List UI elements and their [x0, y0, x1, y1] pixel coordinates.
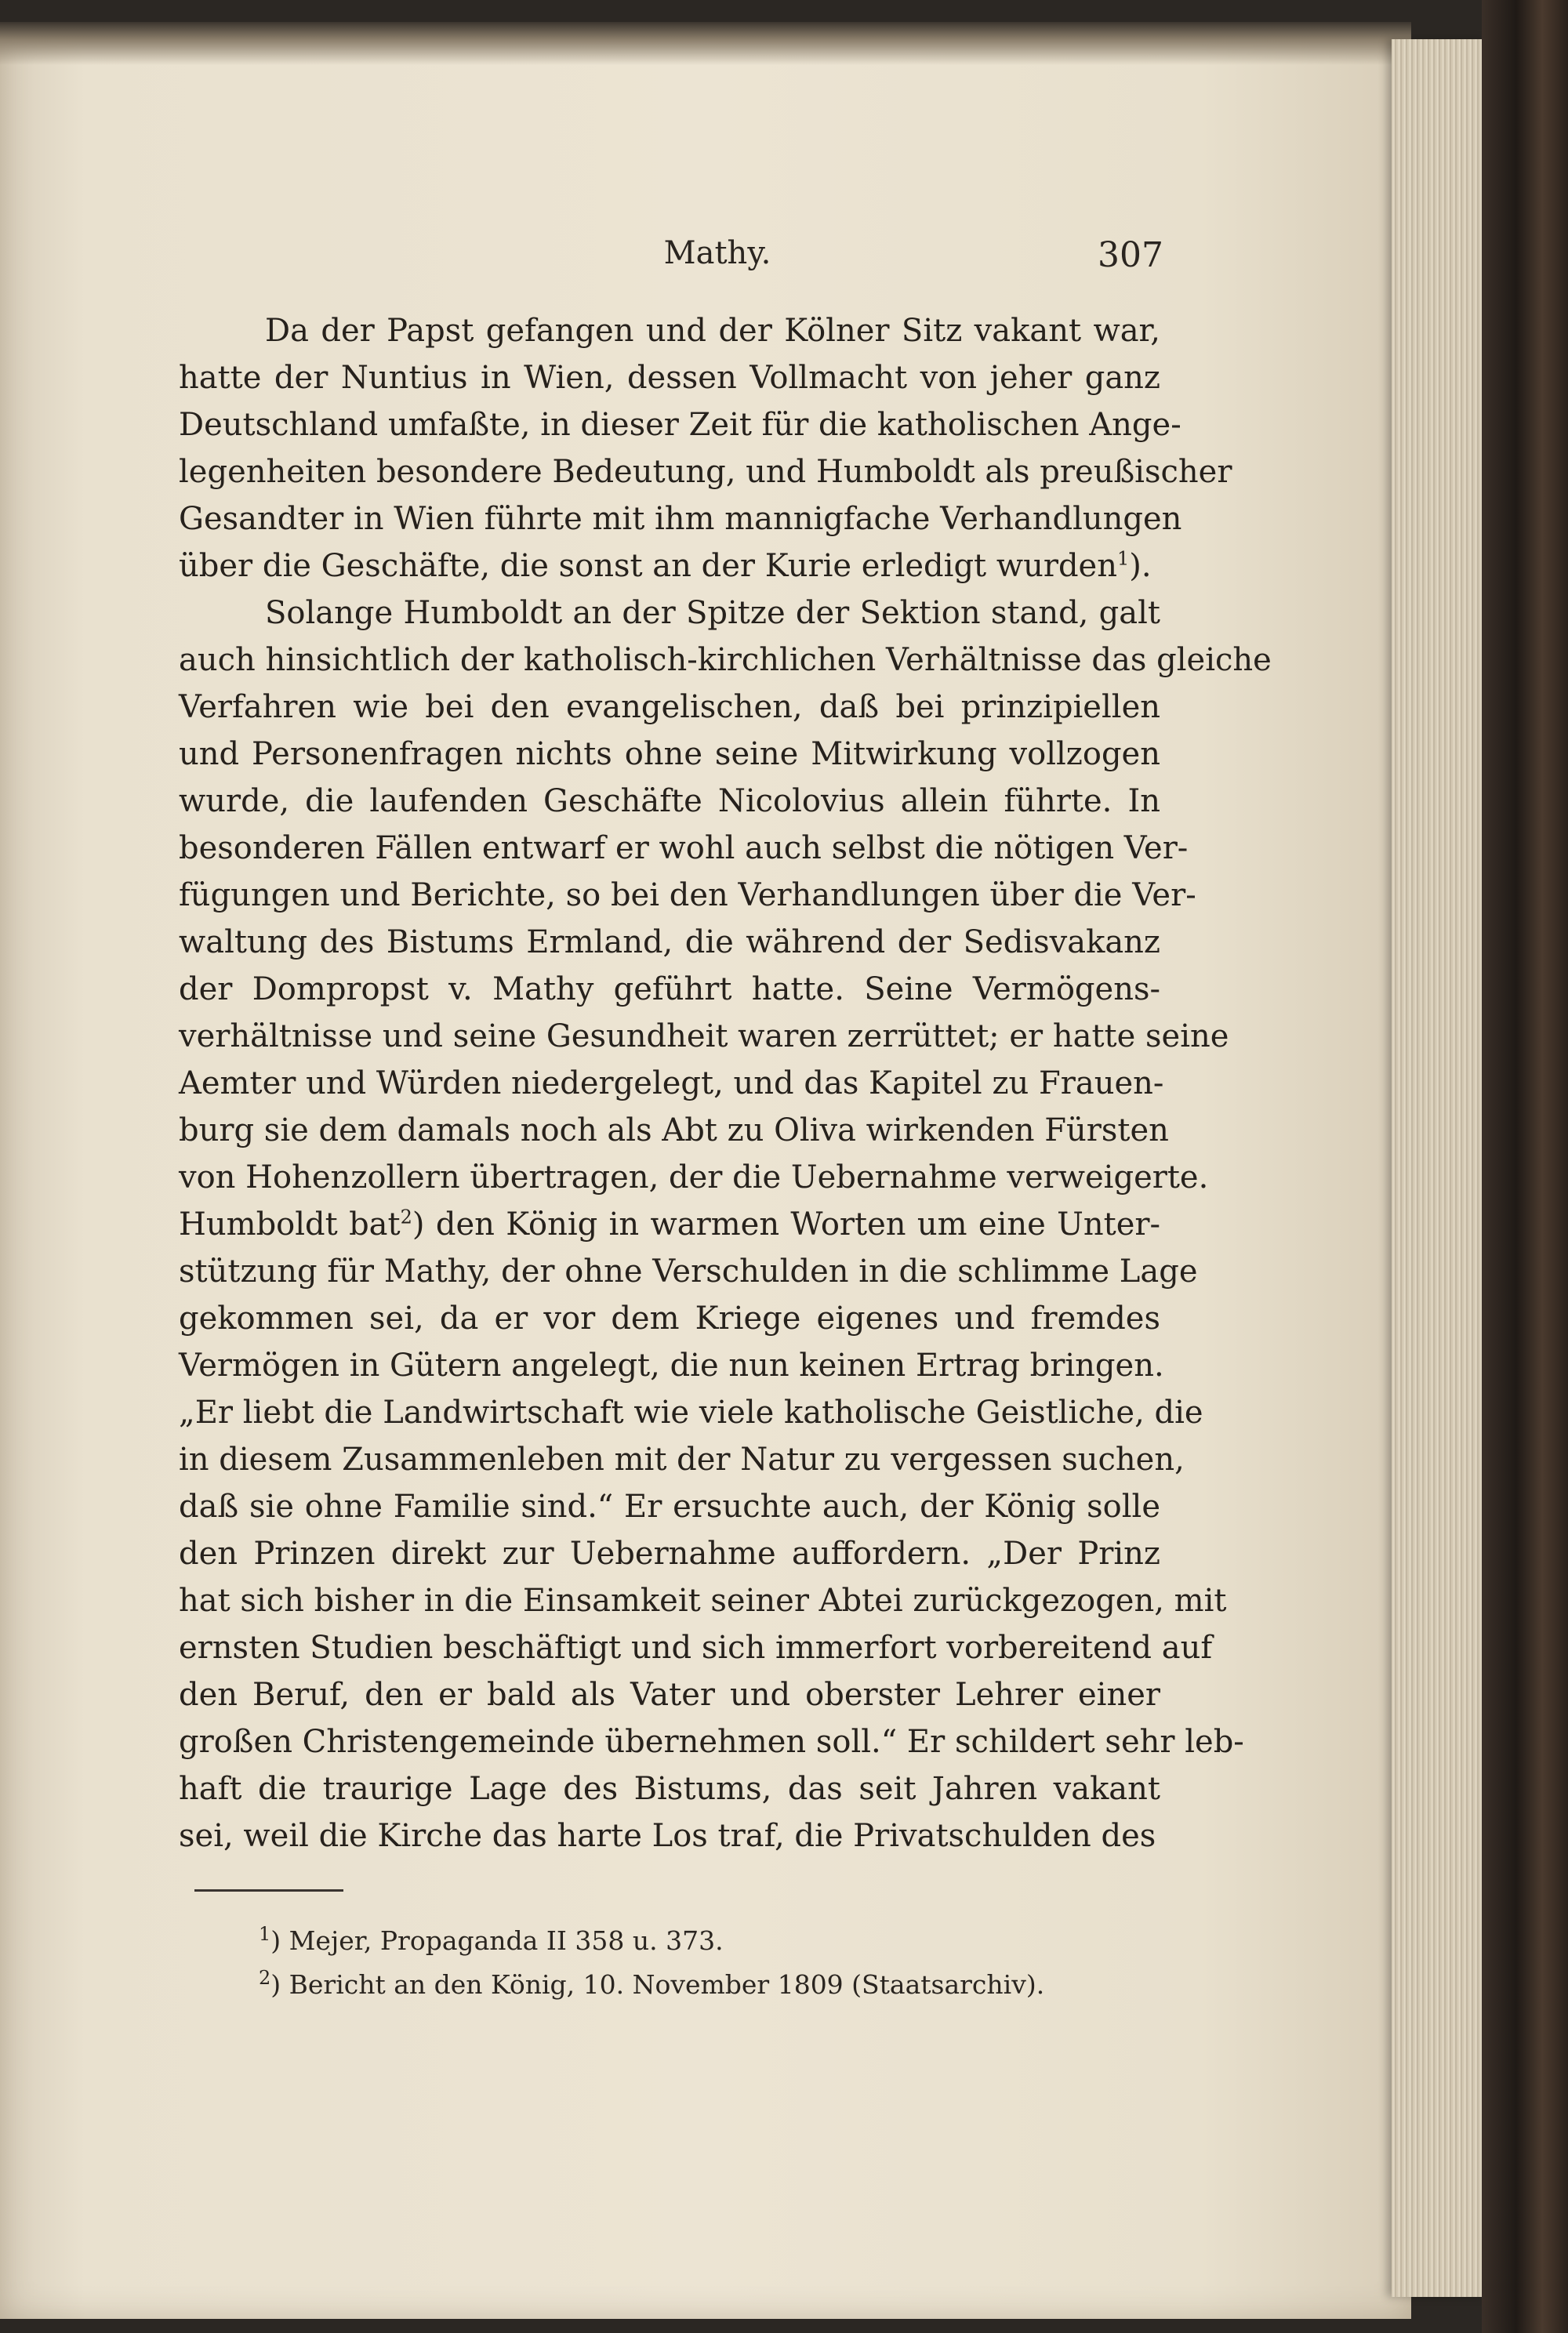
running-title: Mathy. [663, 235, 771, 271]
text-line: Gesandter in Wien führte mit ihm mannigfache Verhandlungen [179, 501, 1182, 537]
text-line: gekommen sei, da er vor dem Kriege eigenes und fremdes [179, 1301, 1160, 1337]
footnote-reference: 1 [1117, 547, 1130, 570]
text-line: den Beruf, den er bald als Vater und oberster Lehrer einer [179, 1677, 1160, 1713]
text-line: auch hinsichtlich der katholisch-kirchlichen Verhältnisse das gleiche [179, 642, 1272, 678]
text-line: „Er liebt die Landwirtschaft wie viele katholische Geistliche, die [179, 1395, 1203, 1431]
text-line: Verfahren wie bei den evangelischen, daß bei prinzipiellen [179, 689, 1160, 725]
text-line: Deutschland umfaßte, in dieser Zeit für die katholischen Ange- [179, 407, 1181, 443]
text-line: waltung des Bistums Ermland, die während der Sedisvakanz [179, 924, 1160, 960]
text-line: hatte der Nuntius in Wien, dessen Vollmacht von jeher ganz [179, 360, 1160, 396]
page-top-shadow [0, 22, 1411, 65]
text-line: Solange Humboldt an der Spitze der Sektion stand, galt [265, 595, 1160, 631]
text-line: Vermögen in Gütern angelegt, die nun keinen Ertrag bringen. [179, 1348, 1164, 1384]
page-number: 307 [1098, 235, 1163, 275]
text-line: von Hohenzollern übertragen, der die Uebernahme verweigerte. [179, 1159, 1209, 1196]
page-edges [1392, 39, 1486, 2297]
text-line: großen Christengemeinde übernehmen soll.“ Er schildert sehr leb- [179, 1724, 1244, 1760]
text-line: fügungen und Berichte, so bei den Verhandlungen über die Ver- [179, 877, 1196, 913]
text-line: der Dompropst v. Mathy geführt hatte. Seine Vermögens- [179, 971, 1160, 1007]
footnote: $^1$) Mejer, Propaganda II 358 u. 373. [259, 1923, 724, 1956]
footnote-rule [194, 1889, 343, 1892]
body-text [179, 307, 1272, 1860]
text-line: ernsten Studien beschäftigt und sich immerfort vorbereitend auf [179, 1630, 1213, 1666]
text-line: burg sie dem damals noch als Abt zu Oliva wirkenden Fürsten [179, 1112, 1169, 1148]
footnote-reference: 2 [400, 1206, 412, 1228]
text-line: und Personenfragen nichts ohne seine Mitwirkung vollzogen [179, 736, 1160, 772]
text-line: in diesem Zusammenleben mit der Natur zu vergessen suchen, [179, 1442, 1185, 1478]
text-line: über die Geschäfte, die sonst an der Kurie erledigt wurden$^1$). [179, 547, 1152, 584]
footnotes [259, 1919, 1200, 2007]
text-line: hat sich bisher in die Einsamkeit seiner Abtei zurückgezogen, mit [179, 1583, 1227, 1619]
text-line: verhältnisse und seine Gesundheit waren zerrüttet; er hatte seine [179, 1018, 1229, 1054]
footnote: $^2$) Bericht an den König, 10. November 1809 (Staatsarchiv). [259, 1967, 1045, 2000]
text-line: Aemter und Würden niedergelegt, und das Kapitel zu Frauen- [179, 1065, 1164, 1101]
text-line: daß sie ohne Familie sind.“ Er ersuchte auch, der König solle [179, 1489, 1160, 1525]
text-line: Da der Papst gefangen und der Kölner Sitz vakant war, [265, 313, 1160, 349]
text-line: wurde, die laufenden Geschäfte Nicolovius allein führte. In [179, 783, 1160, 819]
text-line: legenheiten besondere Bedeutung, und Humboldt als preußischer [179, 454, 1232, 490]
text-line: besonderen Fällen entwarf er wohl auch selbst die nötigen Ver- [179, 830, 1189, 866]
text-line: den Prinzen direkt zur Uebernahme auffordern. „Der Prinz [179, 1536, 1160, 1572]
text-line: stützung für Mathy, der ohne Verschulden in die schlimme Lage [179, 1254, 1198, 1290]
text-line: sei, weil die Kirche das harte Los traf, die Privatschulden des [179, 1818, 1156, 1854]
text-line: haft die traurige Lage des Bistums, das seit Jahren vakant [179, 1771, 1160, 1807]
book-cover-edge [1482, 0, 1568, 2333]
text-line: Humboldt bat$^2$) den König in warmen Worten um eine Unter- [179, 1206, 1160, 1243]
